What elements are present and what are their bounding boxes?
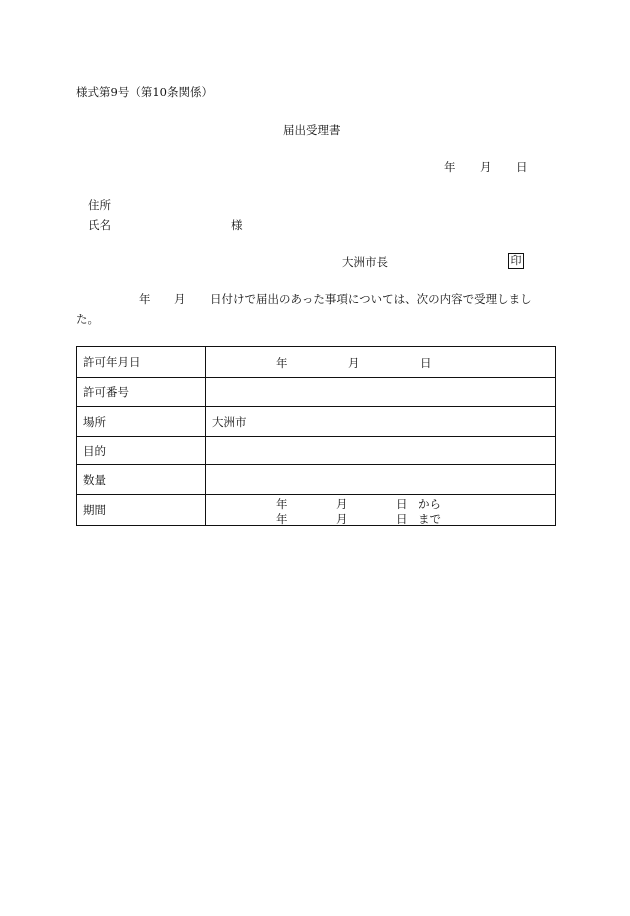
table-row xyxy=(77,347,556,378)
table-row xyxy=(77,378,556,407)
permit-number-label: 許可番号 xyxy=(77,378,206,407)
body-month: 月 xyxy=(174,292,186,306)
body-text-line2: た。 xyxy=(76,312,99,326)
period-value xyxy=(206,495,556,526)
body-year: 年 xyxy=(139,292,151,306)
quantity-label: 数量 xyxy=(77,465,206,495)
purpose-label: 目的 xyxy=(77,437,206,465)
seal-mark: 印 xyxy=(508,253,524,269)
form-number: 様式第9号（第10条関係） xyxy=(76,85,213,99)
period-to-month: 月 xyxy=(336,512,348,526)
body-text-line1: 日付けで届出のあった事項については、次の内容で受理しまし xyxy=(210,292,532,306)
period-from-year: 年 xyxy=(276,497,288,511)
purpose-value xyxy=(206,437,556,465)
permit-date-label: 許可年月日 xyxy=(77,347,206,378)
period-from-month: 月 xyxy=(336,497,348,511)
honorific: 様 xyxy=(231,218,243,232)
table-row xyxy=(77,437,556,465)
permit-date-value xyxy=(206,347,556,378)
issuer-name: 大洲市長 xyxy=(342,255,388,269)
table-row xyxy=(77,465,556,495)
location-value: 大洲市 xyxy=(206,407,556,437)
period-label: 期間 xyxy=(77,495,206,526)
table-row xyxy=(77,495,556,526)
permit-number-value xyxy=(206,378,556,407)
permit-table xyxy=(76,346,556,526)
document-title: 届出受理書 xyxy=(283,123,341,137)
date-day-label: 日 xyxy=(516,160,528,174)
period-to-suffix: まで xyxy=(418,512,441,526)
period-to-year: 年 xyxy=(276,512,288,526)
permit-date-day: 日 xyxy=(420,356,432,370)
date-year-label: 年 xyxy=(444,160,456,174)
period-from-suffix: から xyxy=(418,497,441,511)
quantity-value xyxy=(206,465,556,495)
date-month-label: 月 xyxy=(480,160,492,174)
period-to-day: 日 xyxy=(396,512,408,526)
table-row xyxy=(77,407,556,437)
permit-date-month: 月 xyxy=(348,356,360,370)
location-label: 場所 xyxy=(77,407,206,437)
period-from-day: 日 xyxy=(396,497,408,511)
name-label: 氏名 xyxy=(88,218,111,232)
permit-date-year: 年 xyxy=(276,356,288,370)
address-label: 住所 xyxy=(88,198,111,212)
